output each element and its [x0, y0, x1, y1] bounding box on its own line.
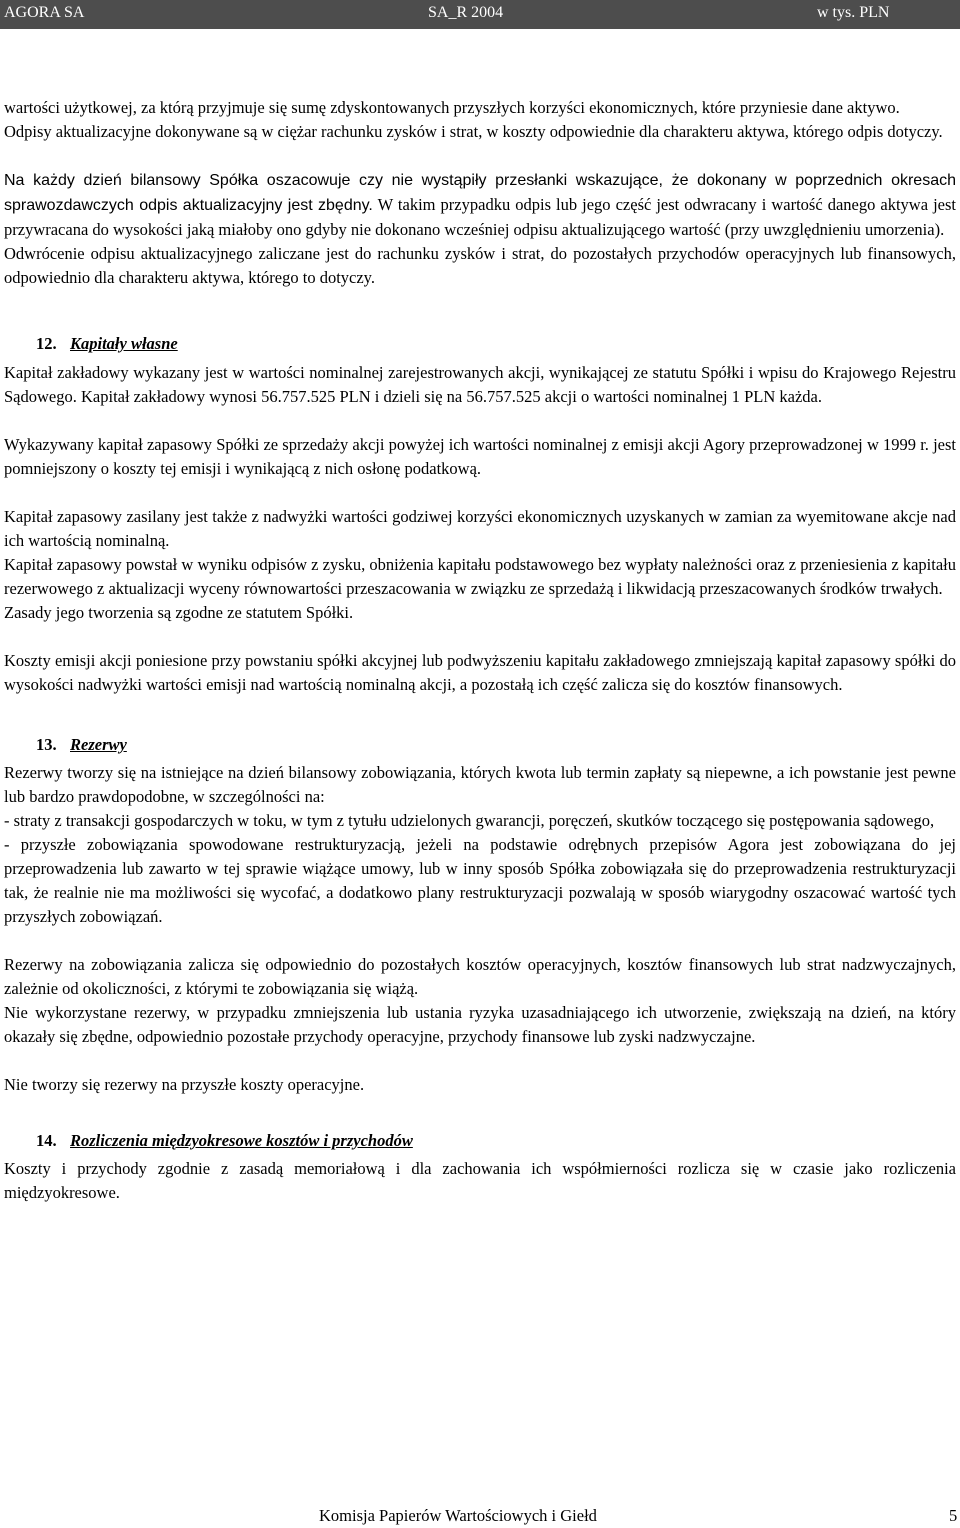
paragraph: Kapitał zakładowy wykazany jest w wartości nominalnej zarejestrowanych akcji, wynikającej ze statutu Spółki i wpisu do Krajowego Rejestru Sądowego. Kapitał zakładowy wynosi 56.757.525 PLN i dzieli się na 56.757.525 akcji o wartości nominalnej 1 PLN każda. [4, 363, 956, 406]
paragraph: Wykazywany kapitał zapasowy Spółki ze sprzedaży akcji powyżej ich wartości nominalnej z emisji akcji Agory przeprowadzonej w 1999 r. jest pomniejszony o koszty tej emisji i wynikającą z nich osłonę podatkową. [4, 435, 956, 478]
section-heading-13 [4, 733, 956, 757]
paragraph: Odpisy aktualizacyjne dokonywane są w ciężar rachunku zysków i strat, w koszty odpowiednie dla charakteru aktywa, którego odpis dotyczy. [4, 122, 943, 141]
section-title: Kapitały własne [70, 334, 178, 353]
paragraph: wartości użytkowej, za którą przyjmuje się sumę zdyskontowanych przyszłych korzyści ekonomicznych, które przyniesie dane aktywo. [4, 98, 900, 117]
header-unit: w tys. PLN [817, 4, 890, 21]
paragraph: Nie tworzy się rezerwy na przyszłe koszty operacyjne. [4, 1075, 365, 1094]
section-number: 12. [36, 334, 57, 353]
paragraph: Kapitał zapasowy zasilany jest także z nadwyżki wartości godziwej korzyści ekonomicznych uzyskanych w zamian za wyemitowane akcje nad ich wartością nominalną. [4, 507, 956, 550]
paragraph: Koszty emisji akcji poniesione przy powstaniu spółki akcyjnej lub podwyższeniu kapitału zakładowego zmniejszają kapitał zapasowy spółki do wysokości nadwyżki wartości emisji nad wartością nominalną akcji, a pozostałą ich część zalicza się do kosztów finansowych. [4, 651, 956, 694]
section-heading-12 [4, 332, 956, 356]
document-body [4, 96, 956, 1205]
paragraph: Nie wykorzystane rezerwy, w przypadku zmniejszenia lub ustania ryzyka uzasadniającego ich utworzenie, zwiększają na dzień, na który okazały się zbędne, odpowiednio pozostałe przychody operacyjne, przychody finansowe lub zyski nadzwyczajne. [4, 1003, 956, 1046]
section-title: Rozliczenia międzyokresowe kosztów i przychodów [70, 1131, 413, 1150]
paragraph: - przyszłe zobowiązania spowodowane restrukturyzacją, jeżeli na podstawie odrębnych przepisów Agora jest zobowiązana do jej przeprowadzenia lub zawarto w tej sprawie wiążące umowy, lub w inny sposób Spółka zobowiązała się do przeprowadzenia restrukturyzacji tak, że realnie nie ma możliwości się wycofać, a dodatkowo plany restrukturyzacji pozwalają w sposób wiarygodny oszacować wartość tych przyszłych zobowiązań. [4, 835, 956, 926]
paragraph: Kapitał zapasowy powstał w wyniku odpisów z zysku, obniżenia kapitału podstawowego bez wypłaty należności oraz z przeniesienia z kapitału rezerwowego z aktualizacji wyceny równowartości przeszacowania w związku ze sprzedażą i likwidacją przeszacowanych środków trwałych. [4, 555, 956, 598]
section-heading-14 [4, 1129, 956, 1153]
page-number: 5 [949, 1506, 958, 1525]
paragraph [4, 168, 956, 242]
section-number: 13. [36, 735, 57, 754]
paragraph: Rezerwy na zobowiązania zalicza się odpowiednio do pozostałych kosztów operacyjnych, kosztów finansowych lub strat nadzwyczajnych, zależnie od okoliczności, z którymi te zobowiązania się wiążą. [4, 955, 956, 998]
page-header [0, 0, 960, 29]
paragraph: Rezerwy tworzy się na istniejące na dzień bilansowy zobowiązania, których kwota lub termin zapłaty są niepewne, a ich powstanie jest pewne lub bardzo prawdopodobne, w szczególności na: [4, 763, 956, 806]
footer-text: Komisja Papierów Wartościowych i Giełd [319, 1506, 597, 1525]
paragraph-sans-part: Na każdy dzień bilansowy Spółka oszacowuje czy nie wystąpiły przesłanki wskazujące, że dokonany w poprzednich okresach sprawozdawczych odpis aktualizacyjny jest zbędny. [4, 172, 956, 214]
paragraph-serif-part: W takim przypadku odpis lub jego część jest odwracany i wartość danego aktywa jest przywracana do wysokości jaką miałoby ono gdyby nie dokonano wcześniej odpisu aktualizującego wartość (przy uwzględnieniu umorzenia). [4, 195, 956, 239]
page-footer [319, 1506, 958, 1526]
paragraph: Zasady jego tworzenia są zgodne ze statutem Spółki. [4, 603, 354, 622]
header-company: AGORA SA [4, 4, 85, 21]
header-report: SA_R 2004 [428, 4, 504, 21]
paragraph: - straty z transakcji gospodarczych w toku, w tym z tytułu udzielonych gwarancji, poręczeń, skutków toczącego się postępowania sądowego, [4, 811, 935, 830]
section-title: Rezerwy [70, 735, 127, 754]
section-number: 14. [36, 1131, 57, 1150]
paragraph: Odwrócenie odpisu aktualizacyjnego zaliczane jest do rachunku zysków i strat, do pozostałych przychodów operacyjnych lub finansowych, odpowiednio dla charakteru aktywa, którego to dotyczy. [4, 244, 956, 287]
paragraph: Koszty i przychody zgodnie z zasadą memoriałową i dla zachowania ich współmierności rozlicza się w czasie jako rozliczenia międzyokresowe. [4, 1159, 956, 1202]
